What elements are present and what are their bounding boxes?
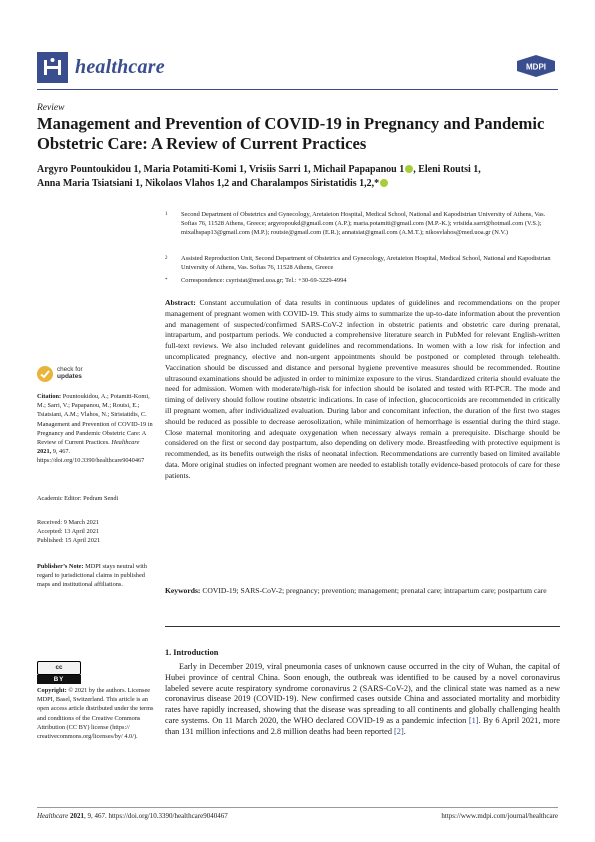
authors-line-1: Argyro Pountoukidou 1, Maria Potamiti-Komi 1, Vrisiis Sarri 1, Michail Papapanou 1 (37, 164, 405, 175)
footer-journal: Healthcare (37, 812, 69, 820)
affiliation-text: Second Department of Obstetrics and Gynecology, Aretaieion Hospital, Medical School, National and Kapodistrian University of Athens, Vas. Sofias 76, 11528 Athens, Greece; argyropoukd@gmail.com (A.P.); maria.potamiti@gmail.com (M.P.-K.); vrisiida.sarri@hotmail.com (V.S.); mixalhspap13@gmail.com (M.P.); routsie@gmail.com (E.R.); annatsiat@gmail.com (A.M.T.); nikosvlahos@med.uoa.gr (N.V.) (181, 211, 546, 236)
intro-text-c: . (403, 726, 406, 736)
abstract-label: Abstract: (165, 298, 196, 307)
academic-editor: Academic Editor: Pedram Sendi (37, 495, 119, 502)
footer-rule (37, 807, 558, 808)
affiliation-number: 2 (165, 256, 168, 261)
published-date: Published: 15 April 2021 (37, 537, 101, 545)
abstract (165, 298, 560, 482)
journal-name: healthcare (75, 56, 165, 78)
authors-line-1b: , Eleni Routsi 1, (413, 164, 481, 175)
intro-text-b: . By 6 April 2021, more than 131 million infections and 2.8 million deaths had been reported (165, 715, 560, 736)
reference-link-1[interactable]: [1] (468, 715, 479, 725)
citation (37, 392, 155, 466)
cc-license-icon[interactable]: cc (37, 661, 81, 675)
footer-citation (37, 812, 228, 820)
footer-doi[interactable]: , 9, 467. https://doi.org/10.3390/healthcare9040467 (83, 812, 228, 820)
publisher-note-label: Publisher’s Note: (37, 563, 84, 570)
publisher-note-text: MDPI stays neutral with regard to jurisdictional claims in published maps and institutional affiliations. (37, 563, 147, 589)
section-divider (165, 626, 560, 627)
keywords-text: COVID-19; SARS-CoV-2; pregnancy; prevention; management; prenatal care; intrapartum care; postpartum care (202, 586, 547, 595)
affiliation-number: 1 (165, 212, 168, 217)
correspondence (165, 276, 560, 285)
citation-doi[interactable]: 9, 467. https://doi.org/10.3390/healthcare9040467 (37, 448, 145, 465)
affiliation-number: * (165, 278, 168, 283)
affiliation-text: Assisted Reproduction Unit, Second Department of Obstetrics and Gynecology, Aretaieion Hospital, Medical School, National and Kapodistrian University of Athens, Vas. Sofias 76, 11528 Athens, Greece (181, 255, 551, 271)
copyright-label: Copyright: (37, 687, 67, 694)
affiliation-1 (165, 210, 560, 237)
introduction-paragraph (165, 662, 560, 738)
footer-year: 2021 (69, 812, 84, 820)
affiliation-2 (165, 254, 560, 272)
journal-logo (37, 52, 68, 83)
mdpi-logo (517, 55, 555, 77)
copyright-text: © 2021 by the authors. Licensee MDPI, Basel, Switzerland. This article is an open access article distributed under the terms and conditions of the Creative Commons Attribution (CC BY) license (https:// creativecommons.org/licenses/by/ 4.0/). (37, 687, 154, 741)
authors-line-2: Anna Maria Tsiatsiani 1, Nikolaos Vlahos 1,2 and Charalampos Siristatidis 1,2,* (37, 178, 380, 189)
orcid-icon[interactable] (380, 179, 388, 187)
received-date: Received: 9 March 2021 (37, 519, 100, 526)
check-for-updates-button[interactable] (37, 366, 107, 388)
accepted-date: Accepted: 13 April 2021 (37, 528, 100, 536)
intro-text-a: Early in December 2019, viral pneumonia cases of unknown cause occurred in the city of Wuhan, the capital of Hubei province of central China. Soon enough, the outbreak was identified to be caused by a novel coronavirus labeled severe acute respiratory syndrome coronavirus 2 (SARS-CoV-2), and the clinical state was named as a new coronavirus disease 2019 (COVID-19). New confirmed cases outside China and associated mortality and morbidity rates have rapidly increased, showing that the disease was spreading to all continents and globally challenging health care systems. On 11 March 2020, the WHO declared COVID-19 as a pandemic infection (165, 662, 560, 725)
keywords-label: Keywords: (165, 586, 201, 595)
publisher-note (37, 562, 155, 590)
reference-link-2[interactable]: [2] (394, 726, 404, 736)
citation-text: Pountoukidou, A.; Potamiti-Komi, M.; Sarri, V.; Papapanou, M.; Routsi, E.; Tsiatsiani, A.M.; Vlahos, N.; Siristatidis, C. Management and Prevention of COVID-19 in Pregnancy and Pandemic Obstetric Care: A Review of Current Practices. (37, 393, 153, 447)
check-updates-label: check for updates (57, 366, 83, 380)
copyright (37, 686, 155, 741)
svg-text:MDPI: MDPI (526, 62, 546, 72)
article-title: Management and Prevention of COVID-19 in Pregnancy and Pandemic Obstetric Care: A Review of Current Practices (37, 114, 545, 153)
citation-journal: Healthcare (111, 439, 140, 447)
keywords (165, 586, 560, 597)
cc-by-icon: BY (37, 675, 81, 684)
article-type: Review (37, 103, 65, 113)
section-heading-introduction: 1. Introduction (165, 648, 219, 657)
citation-label: Citation: (37, 393, 62, 400)
citation-year: 2021, (37, 448, 52, 456)
dates (37, 518, 155, 546)
abstract-text: Constant accumulation of data results in continuous updates of guidelines and recommendations on the proper management of pregnant women with COVID-19. This study aims to summarize the up-to-date information about the prevention and management of suspected/confirmed SARS-CoV-2 infection in obstetric patients and obstetric care during prenatal, intrapartum, and postpartum periods. We conducted a comprehensive literature search in PubMed for relevant English-written full-text reviews. We also included relevant guidelines and recommendations. In women with a low risk for infection and uncomplicated pregnancy, elective and non-urgent appointments should be postponed or completed through telehealth. Vaccination should be discussed and distance and personal hygiene preventive measures should be recommended. Routine ultrasound examinations should be adjusted in order to minimize exposure to the virus. Standardized criteria should evaluate the need for admission. Women with moderate/high-risk for infection should be isolated and tested with RT-PCR. The mode and timing of delivery should follow routine obstetric indications. In case of infection, glucocorticoids are recommended in critically ill pregnant women, after individualized evaluation. During labor and concomitant infection, the duration of the first two stages should be reduced as possible to decrease aerosolization, while minimization of hemorrhage is essential during the third stage. Close maternal monitoring and adequate oxygenation when necessary always remain a prerequisite. Discharge should be considered on the first or second day postpartum, also depending on delivery mode. Breastfeeding with protective equipment is recommended, as its benefits outweigh the risks of neonatal infection. Recommendations are currently based on limited available data. More original studies on infected pregnant women are needed to establish totally evidence-based protocols of care for these patients. (165, 298, 560, 480)
correspondence-text: Correspondence: csyristat@med.uoa.gr; Tel.: +30-69-3229-4994 (181, 277, 347, 284)
footer-journal-url[interactable]: https://www.mdpi.com/journal/healthcare (441, 812, 558, 820)
header-rule (37, 89, 558, 90)
author-list (37, 163, 562, 191)
check-updates-icon (37, 366, 53, 382)
